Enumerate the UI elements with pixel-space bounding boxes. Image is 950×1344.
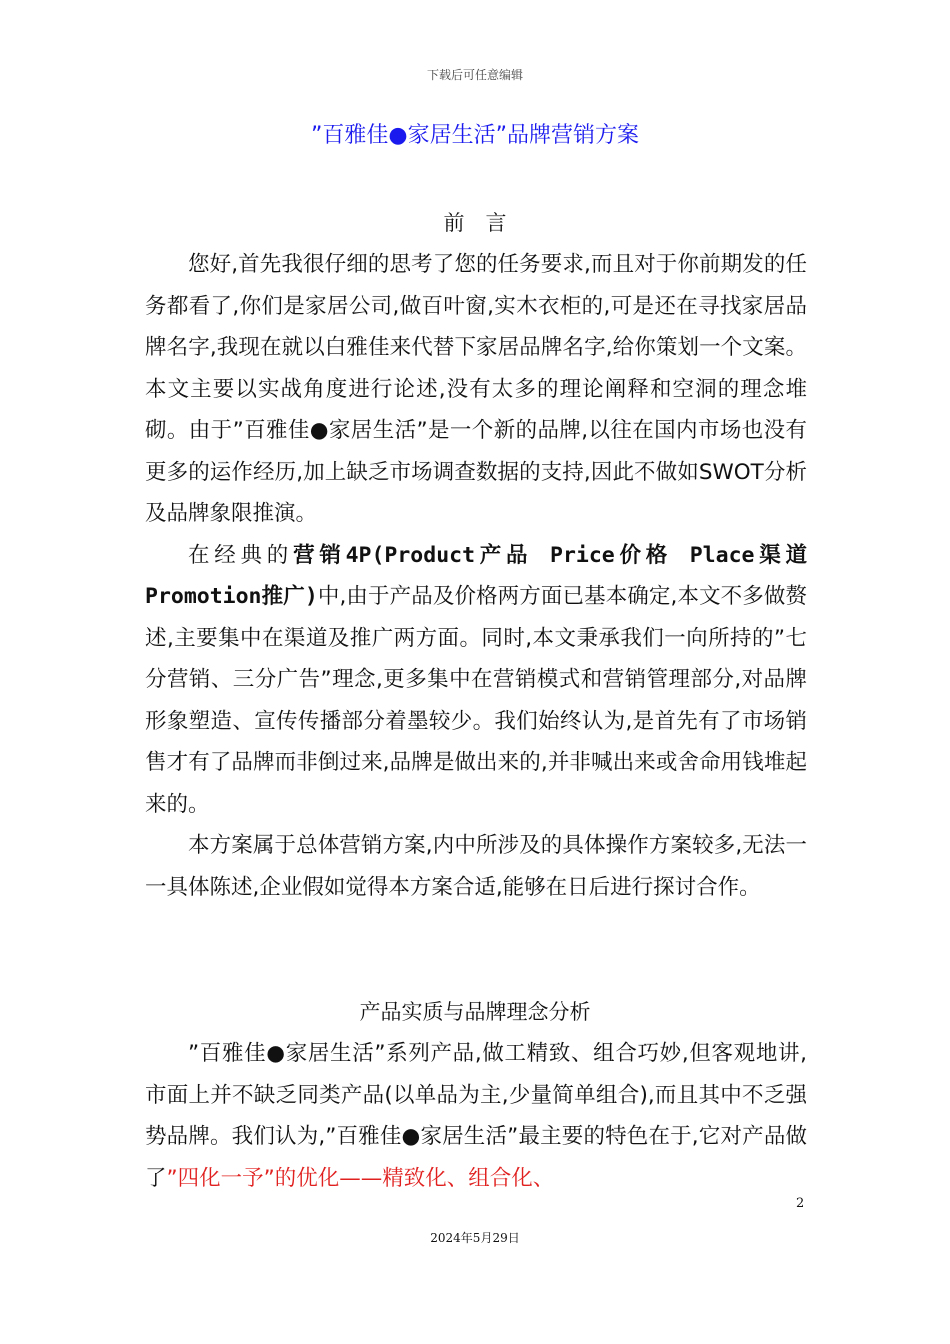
page-footer-date: 2024年5月29日	[430, 1231, 520, 1245]
preface-paragraph-3: 本方案属于总体营销方案,内中所涉及的具体操作方案较多,无法一一具体陈述,企业假如觉得本方案合适,能够在日后进行探讨合作。	[145, 833, 807, 900]
preface-heading: 前 言	[443, 211, 507, 235]
preface-p2-rest: 中,由于产品及价格两方面已基本确定,本文不多做赘述,主要集中在渠道及推广两方面。同时,本文秉承我们一向所持的”七分营销、三分广告”理念,更多集中在营销模式和营销管理部分,对品牌形象塑造、宣传传播部分着墨较少。我们始终认为,是首先有了市场销售才有了品牌而非倒过来,品牌是做出来的,并非喊出来或舍命用钱堆起来的。	[145, 584, 807, 817]
highlight-four-one: ”四化一予”的优化——精致化、组合化、	[166, 1165, 555, 1191]
page-header: 下载后可任意编辑	[426, 68, 523, 82]
page-number: 2	[796, 1196, 805, 1211]
analysis-p1-text: ”百雅佳●家居生活”系列产品,做工精致、组合巧妙,但客观地讲,市面上并不缺乏同类产品(以单品为主,少量简单组合),而且其中不乏强势品牌。我们认为,”百雅佳●家居生活”最主要的特色在于,它对产品做了	[145, 1041, 807, 1191]
analysis-body	[145, 1033, 807, 1199]
analysis-paragraph-1	[145, 1033, 807, 1199]
preface-paragraph-1: 您好,首先我很仔细的思考了您的任务要求,而且对于你前期发的任务都看了,你们是家居公司,做百叶窗,实木衣柜的,可是还在寻找家居品牌名字,我现在就以白雅佳来代替下家居品牌名字,给你策划一个文案。本文主要以实战角度进行论述,没有太多的理论阐释和空洞的理念堆砌。由于”百雅佳●家居生活”是一个新的品牌,以往在国内市场也没有更多的运作经历,加上缺乏市场调查数据的支持,因此不做如SWOT分析及品牌象限推演。	[145, 252, 807, 526]
document-title: ”百雅佳●家居生活”品牌营销方案	[311, 123, 639, 148]
preface-paragraph-2	[145, 535, 807, 826]
preface-p2-lead: 在经典的	[188, 542, 294, 568]
preface-body	[145, 244, 807, 908]
analysis-heading: 产品实质与品牌理念分析	[359, 1000, 591, 1024]
marketing-4p-term: 营销4P(Product产品 Price价格 Place渠道 Promotion推广)	[145, 542, 807, 609]
